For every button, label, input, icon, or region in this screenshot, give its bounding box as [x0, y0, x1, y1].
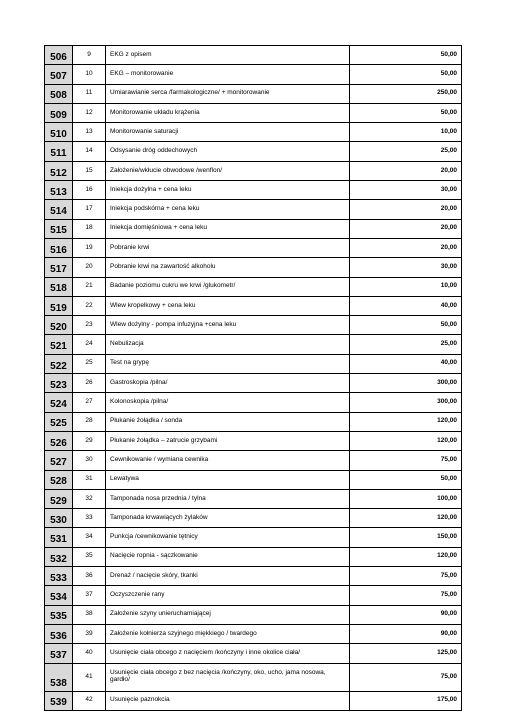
price-cell: 20,00	[350, 238, 462, 257]
price-cell: 25,00	[350, 335, 462, 354]
price-cell: 125,00	[350, 644, 462, 663]
table-row	[45, 354, 462, 373]
price-cell: 120,00	[350, 412, 462, 431]
row-number-cell: 30	[73, 451, 106, 470]
row-number-cell: 19	[73, 238, 106, 257]
table-row	[45, 567, 462, 586]
row-number-cell: 32	[73, 489, 106, 508]
procedure-name-cell: Test na grypę	[106, 354, 350, 373]
price-cell: 250,00	[350, 84, 462, 103]
table-row	[45, 277, 462, 296]
row-number-cell: 10	[73, 65, 106, 84]
row-id-cell: 517	[45, 258, 73, 277]
procedure-name-cell: Tamponada nosa przednia / tylna	[106, 489, 350, 508]
procedure-name-cell: Usunięcie paznokcia	[106, 691, 350, 710]
row-number-cell: 25	[73, 354, 106, 373]
procedure-name-cell: Założenie kołnierza szyjnego miękkiego / twardego	[106, 624, 350, 643]
table-row	[45, 644, 462, 663]
price-cell: 300,00	[350, 374, 462, 393]
procedure-name-cell: Oczyszczenie rany	[106, 586, 350, 605]
price-cell: 300,00	[350, 393, 462, 412]
procedure-name-cell: Założenie szyny unieruchamiającej	[106, 605, 350, 624]
row-id-cell: 507	[45, 65, 73, 84]
price-list-body	[45, 46, 462, 711]
procedure-name-cell: Lewatywa	[106, 470, 350, 489]
table-row	[45, 691, 462, 710]
procedure-name-cell: Pobranie krwi	[106, 238, 350, 257]
table-row	[45, 624, 462, 643]
row-number-cell: 26	[73, 374, 106, 393]
price-cell: 50,00	[350, 65, 462, 84]
price-cell: 100,00	[350, 489, 462, 508]
row-number-cell: 9	[73, 46, 106, 65]
procedure-name-cell: Badanie poziomu cukru we krwi /glukometr/	[106, 277, 350, 296]
row-id-cell: 508	[45, 84, 73, 103]
row-id-cell: 528	[45, 470, 73, 489]
procedure-name-cell: EKG – monitorowanie	[106, 65, 350, 84]
price-cell: 50,00	[350, 316, 462, 335]
price-cell: 20,00	[350, 161, 462, 180]
table-row	[45, 528, 462, 547]
row-number-cell: 42	[73, 691, 106, 710]
table-row	[45, 46, 462, 65]
table-row	[45, 412, 462, 431]
price-cell: 10,00	[350, 123, 462, 142]
row-id-cell: 513	[45, 181, 73, 200]
procedure-name-cell: Usunięcie ciała obcego z bez nacięcia /kończyny, oko, ucho, jama nosowa, gardło/	[106, 663, 350, 691]
row-number-cell: 20	[73, 258, 106, 277]
procedure-name-cell: Umiarawianie serca /farmakologiczne/ + monitorowanie	[106, 84, 350, 103]
row-number-cell: 28	[73, 412, 106, 431]
price-cell: 40,00	[350, 354, 462, 373]
row-number-cell: 37	[73, 586, 106, 605]
table-row	[45, 258, 462, 277]
price-cell: 10,00	[350, 277, 462, 296]
procedure-name-cell: Wlew kropelkowy + cena leku	[106, 296, 350, 315]
table-row	[45, 238, 462, 257]
row-id-cell: 524	[45, 393, 73, 412]
table-row	[45, 586, 462, 605]
table-row	[45, 431, 462, 450]
table-row	[45, 103, 462, 122]
procedure-name-cell: Pobranie krwi na zawartość alkoholu	[106, 258, 350, 277]
row-id-cell: 514	[45, 200, 73, 219]
row-id-cell: 520	[45, 316, 73, 335]
row-number-cell: 17	[73, 200, 106, 219]
procedure-name-cell: Nebulizacja	[106, 335, 350, 354]
table-row	[45, 374, 462, 393]
row-id-cell: 535	[45, 605, 73, 624]
row-id-cell: 530	[45, 509, 73, 528]
table-row	[45, 161, 462, 180]
row-number-cell: 40	[73, 644, 106, 663]
procedure-name-cell: Iniekcja podskórna + cena leku	[106, 200, 350, 219]
price-cell: 50,00	[350, 46, 462, 65]
procedure-name-cell: Iniekcja dożylna + cena leku	[106, 181, 350, 200]
table-row	[45, 181, 462, 200]
row-number-cell: 27	[73, 393, 106, 412]
table-row	[45, 84, 462, 103]
row-number-cell: 38	[73, 605, 106, 624]
procedure-name-cell: Płukanie żołądka – zatrucie grzybami	[106, 431, 350, 450]
row-number-cell: 16	[73, 181, 106, 200]
procedure-name-cell: Nacięcie ropnia - sączkowanie	[106, 547, 350, 566]
row-id-cell: 536	[45, 624, 73, 643]
procedure-name-cell: Punkcja /cewnikowanie tętnicy	[106, 528, 350, 547]
price-cell: 120,00	[350, 431, 462, 450]
row-number-cell: 22	[73, 296, 106, 315]
price-cell: 75,00	[350, 567, 462, 586]
price-cell: 75,00	[350, 586, 462, 605]
table-row	[45, 509, 462, 528]
row-id-cell: 529	[45, 489, 73, 508]
price-cell: 50,00	[350, 103, 462, 122]
table-row	[45, 489, 462, 508]
row-id-cell: 538	[45, 663, 73, 691]
table-row	[45, 451, 462, 470]
price-cell: 30,00	[350, 181, 462, 200]
row-number-cell: 24	[73, 335, 106, 354]
price-cell: 30,00	[350, 258, 462, 277]
table-row	[45, 123, 462, 142]
price-cell: 120,00	[350, 509, 462, 528]
price-cell: 50,00	[350, 470, 462, 489]
row-id-cell: 515	[45, 219, 73, 238]
table-row	[45, 605, 462, 624]
price-cell: 175,00	[350, 691, 462, 710]
row-id-cell: 510	[45, 123, 73, 142]
table-row	[45, 200, 462, 219]
table-row	[45, 296, 462, 315]
row-number-cell: 12	[73, 103, 106, 122]
row-number-cell: 18	[73, 219, 106, 238]
row-number-cell: 13	[73, 123, 106, 142]
row-id-cell: 522	[45, 354, 73, 373]
row-number-cell: 36	[73, 567, 106, 586]
row-number-cell: 39	[73, 624, 106, 643]
row-number-cell: 41	[73, 663, 106, 691]
procedure-name-cell: Wlew dożylny - pompa infuzyjna +cena leku	[106, 316, 350, 335]
row-id-cell: 531	[45, 528, 73, 547]
row-id-cell: 511	[45, 142, 73, 161]
row-id-cell: 516	[45, 238, 73, 257]
row-id-cell: 525	[45, 412, 73, 431]
price-cell: 40,00	[350, 296, 462, 315]
row-id-cell: 532	[45, 547, 73, 566]
table-row	[45, 470, 462, 489]
table-row	[45, 316, 462, 335]
procedure-name-cell: Tamponada krwawiących żylaków	[106, 509, 350, 528]
procedure-name-cell: Drenaż / nacięcie skóry, tkanki	[106, 567, 350, 586]
row-id-cell: 537	[45, 644, 73, 663]
price-cell: 20,00	[350, 200, 462, 219]
row-id-cell: 523	[45, 374, 73, 393]
procedure-name-cell: Gastroskopia /pilna/	[106, 374, 350, 393]
procedure-name-cell: Kolonoskopia /pilna/	[106, 393, 350, 412]
row-id-cell: 527	[45, 451, 73, 470]
price-cell: 25,00	[350, 142, 462, 161]
row-id-cell: 512	[45, 161, 73, 180]
table-row	[45, 335, 462, 354]
row-id-cell: 534	[45, 586, 73, 605]
row-id-cell: 521	[45, 335, 73, 354]
row-number-cell: 31	[73, 470, 106, 489]
row-number-cell: 29	[73, 431, 106, 450]
table-row	[45, 547, 462, 566]
row-number-cell: 23	[73, 316, 106, 335]
price-cell: 120,00	[350, 547, 462, 566]
price-cell: 75,00	[350, 663, 462, 691]
price-cell: 20,00	[350, 219, 462, 238]
row-number-cell: 35	[73, 547, 106, 566]
table-row	[45, 142, 462, 161]
row-id-cell: 519	[45, 296, 73, 315]
procedure-name-cell: Iniekcja domięśniowa + cena leku	[106, 219, 350, 238]
price-cell: 90,00	[350, 624, 462, 643]
row-id-cell: 518	[45, 277, 73, 296]
procedure-name-cell: Płukanie żołądka / sonda	[106, 412, 350, 431]
table-row	[45, 65, 462, 84]
procedure-name-cell: Monitorowanie układu krążenia	[106, 103, 350, 122]
row-id-cell: 506	[45, 46, 73, 65]
price-cell: 150,00	[350, 528, 462, 547]
row-number-cell: 34	[73, 528, 106, 547]
row-number-cell: 14	[73, 142, 106, 161]
row-number-cell: 15	[73, 161, 106, 180]
price-cell: 75,00	[350, 451, 462, 470]
row-id-cell: 526	[45, 431, 73, 450]
procedure-name-cell: Monitorowanie saturacji	[106, 123, 350, 142]
price-list-table	[44, 45, 462, 711]
row-number-cell: 21	[73, 277, 106, 296]
row-number-cell: 33	[73, 509, 106, 528]
table-row	[45, 663, 462, 691]
procedure-name-cell: Cewnikowanie / wymiana cewnika	[106, 451, 350, 470]
procedure-name-cell: Odsysanie dróg oddechowych	[106, 142, 350, 161]
row-number-cell: 11	[73, 84, 106, 103]
row-id-cell: 509	[45, 103, 73, 122]
table-row	[45, 219, 462, 238]
procedure-name-cell: Założenie/wkłucie obwodowe /wenflon/	[106, 161, 350, 180]
price-cell: 90,00	[350, 605, 462, 624]
procedure-name-cell: Usunięcie ciała obcego z nacięciem /kończyny i inne okolice ciała/	[106, 644, 350, 663]
table-row	[45, 393, 462, 412]
procedure-name-cell: EKG z opisem	[106, 46, 350, 65]
row-id-cell: 539	[45, 691, 73, 710]
row-id-cell: 533	[45, 567, 73, 586]
